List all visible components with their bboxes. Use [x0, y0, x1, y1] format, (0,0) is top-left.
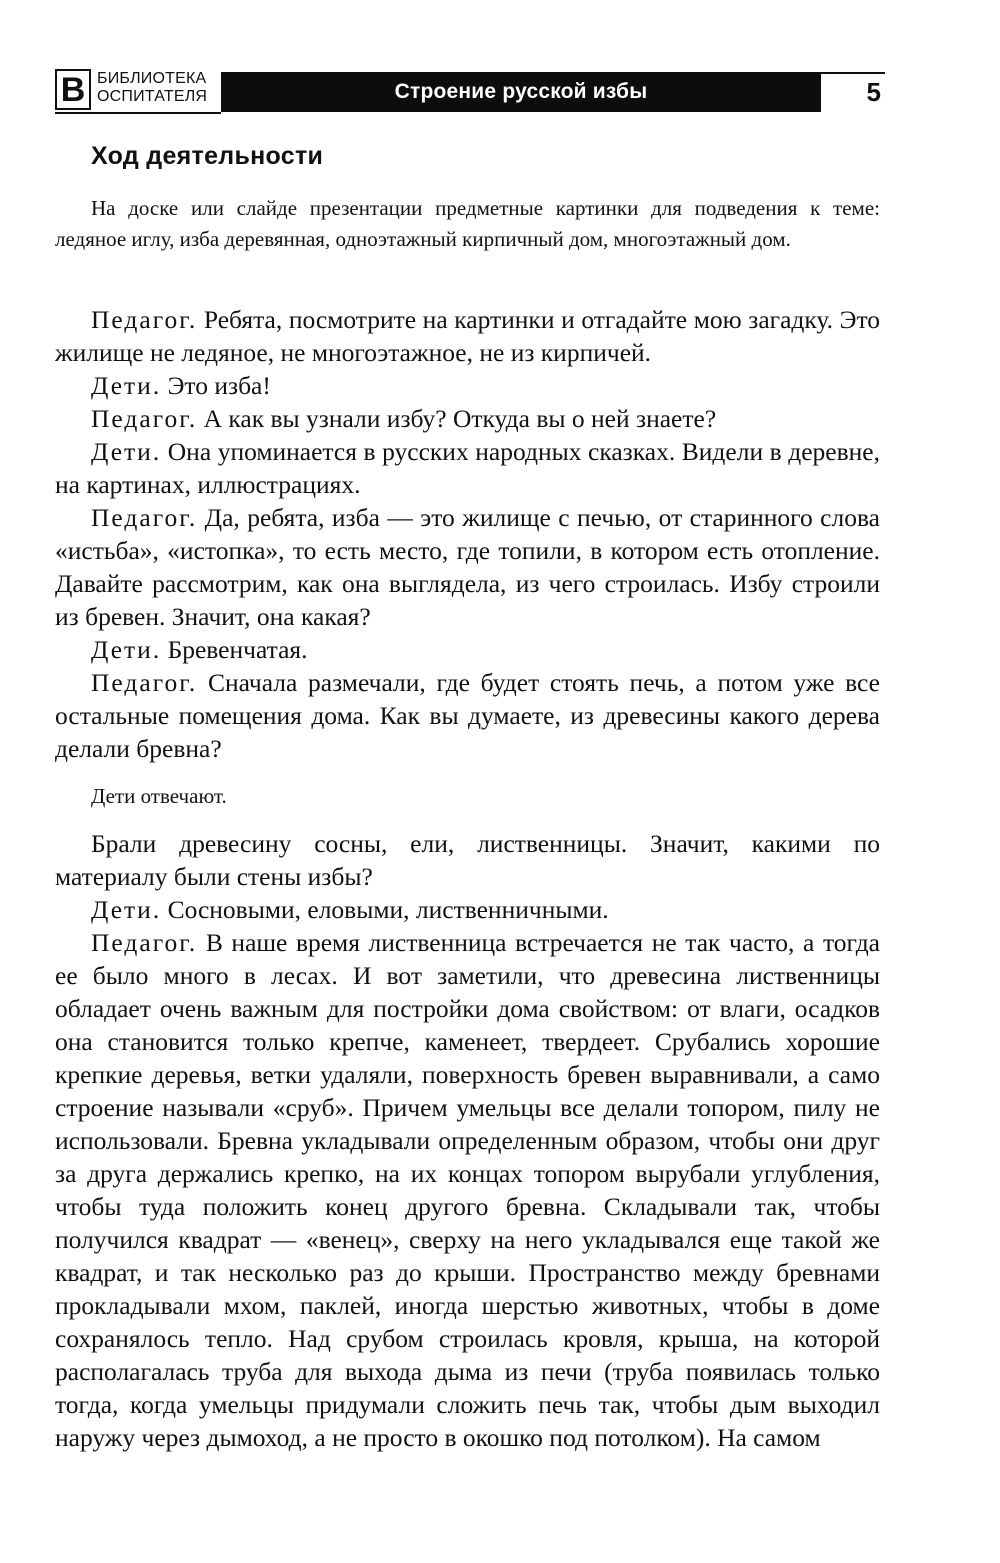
series-name — [97, 70, 207, 106]
dialog-line — [55, 666, 880, 765]
stage-remark: Дети отвечают. — [91, 784, 227, 808]
logo-underline — [55, 112, 221, 114]
intro-paragraph: На доске или слайде презентации предметные картинки для подведения к теме: ледяное иглу, изба деревянная, одноэтажный кирпичный дом, многоэтажный дом. — [55, 196, 880, 251]
dialog-text: Это изба! — [161, 371, 271, 400]
series-name-line2: ОСПИТАТЕЛЯ — [97, 88, 208, 105]
dialog-text: В наше время лиственница встречается не так часто, а тогда ее было много в лесах. И вот заметили, что древесина лиственницы обладает очень важным для постройки дома свойством: от влаги, осадков она становится только крепче, каменеет, твердеет. Срубались хорошие крепкие деревья, ветки удаляли, поверхность бревен выравнивали, а само строение называли «сруб». Причем умельцы все делали топором, пилу не использовали. Бревна укладывали определенным образом, чтобы они друг за друга держались крепко, на их концах топором вырубали углубления, чтобы туда положить конец другого бревна. Складывали так, чтобы получился квадрат — «венец», сверху на него укладывался еще такой же квадрат, и так несколько раз до крыши. Пространство между бревнами прокладывали мхом, паклей, иногда шерстью животных, чтобы в доме сохранялось тепло. Над срубом строилась кровля, крыша, на которой располагалась труба для выхода дыма из печи (труба появилась только тогда, когда умельцы придумали сложить печь так, чтобы дым выходил наружу через дымоход, а не просто в окошко под потолком). На самом — [55, 928, 880, 1452]
running-title: Строение русской избы — [394, 80, 648, 103]
dialog-text: Бревенчатая. — [161, 635, 308, 664]
running-title-bar — [221, 72, 821, 112]
speaker-label: Педагог. — [91, 305, 198, 334]
speaker-label: Педагог. — [91, 503, 198, 532]
page-number: 5 — [866, 77, 881, 107]
dialog-line — [55, 369, 880, 402]
header-rule — [821, 72, 885, 74]
dialog-line — [55, 827, 880, 893]
page-header — [55, 69, 885, 114]
dialog-line — [55, 402, 880, 435]
series-name-line1: БИБЛИОТЕКА — [97, 70, 207, 87]
speaker-label: Дети. — [91, 371, 162, 400]
dialog-text: Брали древесину сосны, ели, лиственницы. Значит, какими по материалу были стены избы? — [55, 829, 880, 891]
dialog-line — [55, 633, 880, 666]
speaker-label: Педагог. — [91, 404, 198, 433]
speaker-label: Педагог. — [91, 928, 198, 957]
dialog-text: А как вы узнали избу? Откуда вы о ней знаете? — [197, 404, 717, 433]
dialog-line — [55, 926, 880, 1454]
section-heading: Ход деятельности — [91, 142, 324, 170]
dialog-block-1 — [55, 303, 880, 765]
dialog-text: Ребята, посмотрите на картинки и отгадайте мою загадку. Это жилище не ледяное, не многоэтажное, не из кирпичей. — [55, 305, 880, 367]
dialog-text: Сначала размечали, где будет стоять печь, а потом уже все остальные помещения дома. Как вы думаете, из древесины какого дерева делали бревна? — [55, 668, 880, 763]
dialog-line — [55, 303, 880, 369]
dialog-text: Она упоминается в русских народных сказках. Видели в деревне, на картинах, иллюстрациях. — [55, 437, 880, 499]
dialog-block-2 — [55, 827, 880, 1454]
speaker-label: Дети. — [91, 635, 162, 664]
speaker-label: Педагог. — [91, 668, 198, 697]
dialog-line — [55, 435, 880, 501]
series-logo-letter: В — [60, 70, 86, 109]
intro-block — [55, 193, 880, 255]
dialog-text: Да, ребята, изба — это жилище с печью, от старинного слова «истьба», «истопка», то есть место, где топили, в котором есть отопление. Давайте рассмотрим, как она выглядела, из чего строилась. Избу строили из бревен. Значит, она какая? — [55, 503, 880, 631]
dialog-line — [55, 893, 880, 926]
speaker-label: Дети. — [91, 437, 162, 466]
dialog-line — [55, 501, 880, 633]
remark-block — [55, 781, 880, 812]
speaker-label: Дети. — [91, 895, 162, 924]
dialog-text: Сосновыми, еловыми, лиственничными. — [161, 895, 609, 924]
series-logo — [55, 69, 91, 110]
